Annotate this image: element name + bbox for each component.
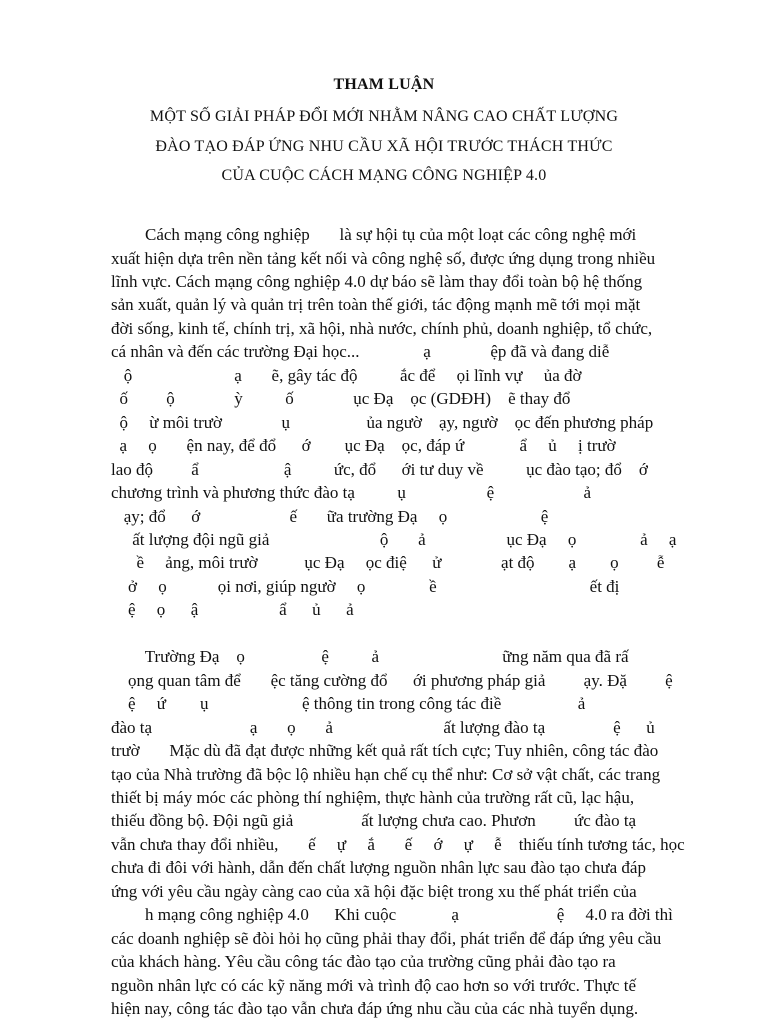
body-line: lĩnh vực. Cách mạng công nghiệp 4.0 dự báo sẽ làm thay đổi toàn bộ hệ thống [111, 271, 643, 291]
body-line: sản xuất, quản lý và quản trị trên toàn thế giới, tác động mạnh mẽ tới mọi mặt [111, 295, 641, 315]
body-line: ạy; đổ ớ ế ữa trường Đạ ọ ệ [111, 506, 549, 526]
body-line: đời sống, kinh tế, chính trị, xã hội, nhà nước, chính phủ, doanh nghiệp, tổ chức, [111, 318, 653, 338]
body-line: tạo của Nhà trường đã bộc lộ nhiều hạn chế cụ thể như: Cơ sở vật chất, các trang [111, 764, 661, 784]
body-line: ở ọ ọi nơi, giúp ngườ ọ ề ết đị [111, 576, 620, 596]
body-line: ề ảng, môi trườ ục Đạ ọc điệ ử ạt độ ạ ọ ễ [111, 553, 665, 573]
body-line: hiện nay, công tác đào tạo vẫn chưa đáp ứng nhu cầu của các nhà tuyển dụng. [111, 999, 639, 1018]
body-line: của khách hàng. Yêu cầu công tác đào tạo của trường cũng phải đào tạo ra [111, 952, 616, 972]
body-line: ệ ọ ậ ẩ ủ ả [111, 600, 354, 620]
body-line: thiếu đồng bộ. Đội ngũ giả ất lượng chưa cao. Phươn ức đào tạ [111, 811, 637, 831]
body-line: ứng với yêu cầu ngày càng cao của xã hội đặc biệt trong xu thế phát triển của [111, 881, 637, 901]
body-line: cá nhân và đến các trường Đại học... ạ ệp đã và đang diễ [111, 342, 610, 362]
body-line: ệ ứ ụ ệ thông tin trong công tác điề ả [111, 694, 586, 714]
body-line: ộ ừ môi trườ ụ ủa ngườ ạy, ngườ ọc đến phương pháp [111, 412, 654, 432]
title-line: CỦA CUỘC CÁCH MẠNG CÔNG NGHIỆP 4.0 [221, 167, 547, 184]
body-line: ọng quan tâm để ệc tăng cường đổ ới phương pháp giả ạy. Đặ ệ [111, 670, 673, 690]
body-line: h mạng công nghiệp 4.0 Khi cuộc ạ ệ 4.0 ra đời thì [111, 905, 673, 925]
body-line: thiết bị máy móc các phòng thí nghiệm, thực hành của trường rất cũ, lạc hậu, [111, 787, 635, 807]
body-line: ộ ạ ẽ, gây tác độ ắc để ọi lĩnh vự ủa đờ [111, 365, 582, 385]
body-line: ạ ọ ện nay, để đổ ớ ục Đạ ọc, đáp ứ ẩ ủ ị trườ [111, 436, 616, 456]
body-line: các doanh nghiệp sẽ đòi hỏi họ cũng phải thay đổi, phát triển để đáp ứng yêu cầu [111, 928, 662, 948]
body-line: trườ Mặc dù đã đạt được những kết quả rất tích cực; Tuy nhiên, công tác đào [111, 741, 659, 760]
body-line: xuất hiện dựa trên nền tảng kết nối và công nghệ số, được ứng dụng trong nhiều [111, 248, 656, 268]
body-line: chương trình và phương thức đào tạ ụ ệ ả [111, 483, 591, 502]
body-line: Trường Đạ ọ ệ ả ững năm qua đã rấ [111, 647, 629, 667]
body-line: nguồn nhân lực có các kỹ năng mới và trình độ cao hơn so với trước. Thực tế [111, 975, 636, 995]
body-line: vẫn chưa thay đổi nhiều, ế ự ắ ế ớ ự ễ thiếu tính tương tác, học [111, 834, 685, 854]
body-line: Cách mạng công nghiệp là sự hội tụ của một loạt các công nghệ mới [111, 225, 637, 244]
body-line: ố ộ ỳ ố ục Đạ ọc (GDĐH) ẽ thay đổ [111, 389, 571, 409]
title-line: MỘT SỐ GIẢI PHÁP ĐỔI MỚI NHẰM NÂNG CAO CHẤT LƯỢNG [149, 108, 619, 125]
body-line: ất lượng đội ngũ giả ộ ả ục Đạ ọ ả ạ [111, 529, 677, 549]
title-heading: THAM LUẬN [333, 76, 435, 93]
body-line: chưa đi đôi với hành, dẫn đến chất lượng nguồn nhân lực sau đào tạo chưa đáp [111, 858, 646, 878]
body-line: đào tạ ạ ọ ả ất lượng đào tạ ệ ủ [111, 717, 655, 737]
body-line: lao độ ẩ ậ ức, đổ ới tư duy về ục đào tạo; đổ ớ [111, 459, 648, 479]
title-line: ĐÀO TẠO ĐÁP ỨNG NHU CẦU XÃ HỘI TRƯỚC THÁCH THỨC [155, 138, 613, 155]
